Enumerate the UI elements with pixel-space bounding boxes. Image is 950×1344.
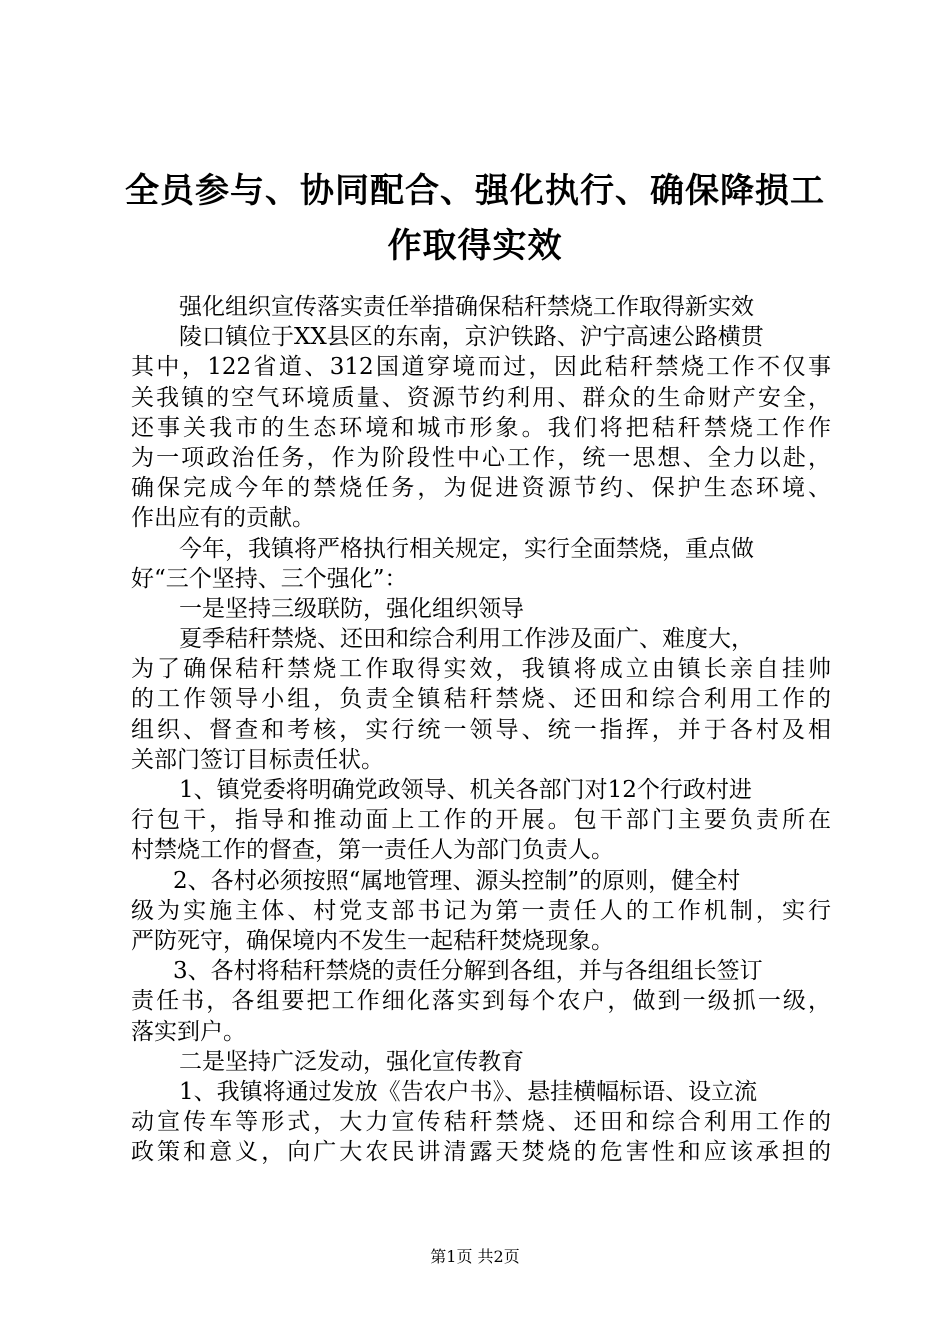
body-line: 还事关我市的生态环境和城市形象。我们将把秸秆禁烧工作作 (131, 414, 831, 441)
document-body (131, 292, 831, 1167)
body-line: 2、各村必须按照“属地管理、源头控制”的原则，健全村 (173, 867, 741, 894)
body-line: 作出应有的贡献。 (131, 505, 315, 532)
body-line: 夏季秸秆禁烧、还田和综合利用工作涉及面广、难度大， (179, 626, 754, 653)
page-number-footer: 第1页 共2页 (430, 1247, 520, 1266)
body-line: 组织、督查和考核，实行统一领导、统一指挥，并于各村及相 (131, 716, 831, 743)
body-line: 责任书，各组要把工作细化落实到每个农户，做到一级抓一级， (131, 988, 831, 1015)
body-line: 其中，122省道、312国道穿境而过，因此秸秆禁烧工作不仅事 (131, 354, 831, 381)
body-line: 陵口镇位于XX县区的东南，京沪铁路、沪宁高速公路横贯 (179, 324, 764, 351)
body-line: 确保完成今年的禁烧任务，为促进资源节约、保护生态环境、 (131, 475, 831, 502)
body-line: 关我镇的空气环境质量、资源节约利用、群众的生命财产安全， (131, 384, 831, 411)
body-line: 动宣传车等形式，大力宣传秸秆禁烧、还田和综合利用工作的 (131, 1109, 831, 1136)
body-line: 严防死守，确保境内不发生一起秸秆焚烧现象。 (131, 927, 614, 954)
section-heading: 二是坚持广泛发动，强化宣传教育 (179, 1048, 524, 1075)
body-line: 级为实施主体、村党支部书记为第一责任人的工作机制，实行 (131, 897, 831, 924)
body-line: 落实到户。 (131, 1018, 246, 1045)
body-line: 今年，我镇将严格执行相关规定，实行全面禁烧，重点做 (179, 535, 754, 562)
body-line: 1、镇党委将明确党政领导、机关各部门对12个行政村进 (179, 777, 752, 803)
body-line: 强化组织宣传落实责任举措确保秸秆禁烧工作取得新实效 (179, 294, 754, 320)
document-title-line-2: 作取得实效 (387, 226, 563, 266)
body-line: 行包干，指导和推动面上工作的开展。包干部门主要负责所在 (131, 807, 831, 834)
body-line: 好“三个坚持、三个强化”： (131, 565, 408, 592)
body-line: 为一项政治任务，作为阶段性中心工作，统一思想、全力以赴， (131, 444, 831, 471)
body-line: 3、各村将秸秆禁烧的责任分解到各组，并与各组组长签订 (173, 958, 763, 985)
body-line: 1、我镇将通过发放《告农户书》、悬挂横幅标语、设立流 (179, 1078, 758, 1105)
section-heading: 一是坚持三级联防，强化组织领导 (179, 595, 524, 622)
body-line: 为了确保秸秆禁烧工作取得实效，我镇将成立由镇长亲自挂帅 (131, 656, 831, 683)
body-line: 关部门签订目标责任状。 (131, 746, 384, 773)
body-line: 政策和意义，向广大农民讲清露天焚烧的危害性和应该承担的 (131, 1139, 831, 1166)
document-title-line-1: 全员参与、协同配合、强化执行、确保降损工 (125, 171, 825, 211)
body-line: 村禁烧工作的督查，第一责任人为部门负责人。 (131, 837, 614, 864)
body-line: 的工作领导小组，负责全镇秸秆禁烧、还田和综合利用工作的 (131, 686, 831, 713)
